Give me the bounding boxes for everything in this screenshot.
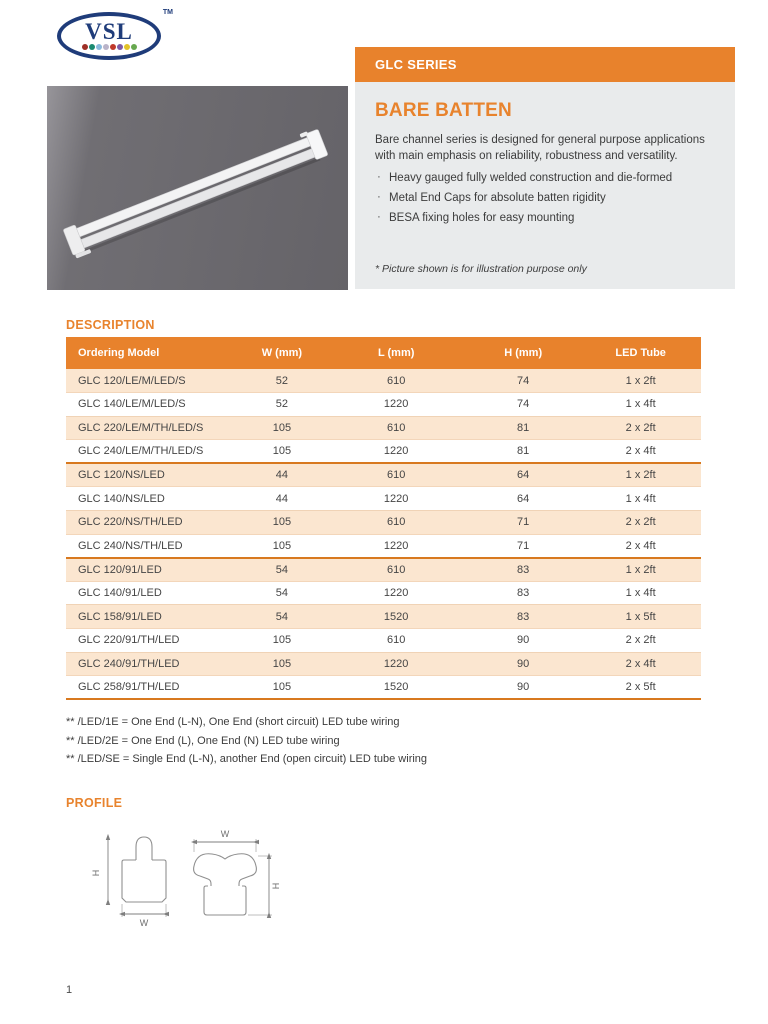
cell-l: 610 <box>326 463 466 487</box>
profile-dimensions-right <box>194 839 272 915</box>
cell-h: 83 <box>466 605 580 629</box>
cell-h: 64 <box>466 463 580 487</box>
cell-w: 52 <box>237 393 326 417</box>
cell-model: GLC 220/91/TH/LED <box>66 629 237 653</box>
cell-l: 1220 <box>326 581 466 605</box>
bullet-dot: · <box>377 211 381 223</box>
profile-dimensions-left <box>108 837 166 917</box>
vsl-logo <box>55 10 173 66</box>
cell-tube: 2 x 4ft <box>580 534 701 558</box>
table-row <box>66 534 701 558</box>
cell-w: 105 <box>237 440 326 464</box>
table-row <box>66 676 701 700</box>
feature-text: Heavy gauged fully welded construction and die-formed <box>389 172 673 184</box>
cell-tube: 2 x 4ft <box>580 652 701 676</box>
column-header-model: Ordering Model <box>66 337 237 369</box>
cell-w: 54 <box>237 605 326 629</box>
cell-tube: 1 x 4ft <box>580 393 701 417</box>
cell-model: GLC 120/91/LED <box>66 558 237 582</box>
cell-w: 105 <box>237 511 326 535</box>
product-description: Bare channel series is designed for general purpose applications with main emphasis on reliability, robustness and versatility. <box>375 134 705 163</box>
cell-h: 90 <box>466 652 580 676</box>
cell-l: 1520 <box>326 605 466 629</box>
cell-w: 52 <box>237 369 326 393</box>
cell-tube: 1 x 2ft <box>580 463 701 487</box>
feature-text: Metal End Caps for absolute batten rigidity <box>389 192 606 204</box>
logo-dot <box>82 44 88 50</box>
spec-table <box>66 337 701 700</box>
cell-h: 83 <box>466 558 580 582</box>
cell-tube: 1 x 2ft <box>580 369 701 393</box>
feature-text: BESA fixing holes for easy mounting <box>389 212 575 224</box>
wiring-footnotes <box>66 716 427 772</box>
cell-l: 610 <box>326 629 466 653</box>
cell-tube: 1 x 5ft <box>580 605 701 629</box>
table-row <box>66 416 701 440</box>
cell-w: 44 <box>237 487 326 511</box>
cell-model: GLC 220/NS/TH/LED <box>66 511 237 535</box>
logo-dot <box>103 44 109 50</box>
cell-l: 1520 <box>326 676 466 700</box>
cell-tube: 2 x 2ft <box>580 629 701 653</box>
cell-w: 44 <box>237 463 326 487</box>
table-row <box>66 393 701 417</box>
cell-l: 1220 <box>326 440 466 464</box>
cell-tube: 1 x 4ft <box>580 581 701 605</box>
page-number: 1 <box>66 984 73 996</box>
feature-item <box>375 212 672 224</box>
dim-label-h-right: H <box>271 882 281 890</box>
cell-w: 54 <box>237 581 326 605</box>
table-row <box>66 511 701 535</box>
logo-text: VSL <box>85 19 133 44</box>
table-row <box>66 652 701 676</box>
cell-tube: 2 x 2ft <box>580 416 701 440</box>
cell-l: 610 <box>326 511 466 535</box>
spec-table-header <box>66 337 701 369</box>
column-header-length: L (mm) <box>326 337 466 369</box>
cell-l: 610 <box>326 416 466 440</box>
cell-l: 1220 <box>326 534 466 558</box>
table-row <box>66 558 701 582</box>
cell-h: 90 <box>466 676 580 700</box>
profile-drawings <box>88 818 298 930</box>
product-photo <box>47 86 348 290</box>
feature-list <box>375 172 672 232</box>
cell-h: 71 <box>466 511 580 535</box>
cell-model: GLC 240/LE/M/TH/LED/S <box>66 440 237 464</box>
cell-w: 105 <box>237 676 326 700</box>
cell-h: 74 <box>466 369 580 393</box>
feature-item <box>375 172 672 184</box>
cell-model: GLC 120/NS/LED <box>66 463 237 487</box>
footnote-line: ** /LED/SE = Single End (L-N), another End (open circuit) LED tube wiring <box>66 753 428 765</box>
table-row <box>66 605 701 629</box>
logo-color-dots <box>61 44 157 50</box>
cell-h: 74 <box>466 393 580 417</box>
cell-h: 81 <box>466 416 580 440</box>
cell-h: 81 <box>466 440 580 464</box>
column-header-ledtube: LED Tube <box>580 337 701 369</box>
cell-h: 83 <box>466 581 580 605</box>
cell-model: GLC 258/91/TH/LED <box>66 676 237 700</box>
cell-tube: 1 x 2ft <box>580 558 701 582</box>
dim-label-w-right: W <box>220 829 230 839</box>
cell-h: 64 <box>466 487 580 511</box>
cell-w: 105 <box>237 416 326 440</box>
cell-model: GLC 158/91/LED <box>66 605 237 629</box>
cell-tube: 2 x 2ft <box>580 511 701 535</box>
cell-w: 105 <box>237 534 326 558</box>
cell-w: 105 <box>237 629 326 653</box>
cell-h: 71 <box>466 534 580 558</box>
cell-model: GLC 140/LE/M/LED/S <box>66 393 237 417</box>
cell-l: 610 <box>326 558 466 582</box>
description-heading: DESCRIPTION <box>66 318 155 332</box>
dim-label-w-left: W <box>139 918 149 928</box>
cell-w: 54 <box>237 558 326 582</box>
bullet-dot: · <box>377 191 381 203</box>
cell-l: 1220 <box>326 487 466 511</box>
cell-tube: 1 x 4ft <box>580 487 701 511</box>
logo-oval <box>57 12 161 60</box>
cell-model: GLC 140/NS/LED <box>66 487 237 511</box>
product-title: BARE BATTEN <box>375 100 512 121</box>
footnote-line: ** /LED/1E = One End (L-N), One End (short circuit) LED tube wiring <box>66 716 400 728</box>
logo-dot <box>117 44 123 50</box>
logo-dot <box>110 44 116 50</box>
profile-heading: PROFILE <box>66 796 123 810</box>
logo-dot <box>96 44 102 50</box>
product-info-panel <box>355 82 735 289</box>
cell-model: GLC 240/91/TH/LED <box>66 652 237 676</box>
table-row <box>66 463 701 487</box>
cell-tube: 2 x 5ft <box>580 676 701 700</box>
column-header-height: H (mm) <box>466 337 580 369</box>
cell-h: 90 <box>466 629 580 653</box>
table-row <box>66 629 701 653</box>
cell-l: 1220 <box>326 393 466 417</box>
series-header-bar: GLC SERIES <box>355 47 735 82</box>
column-header-width: W (mm) <box>237 337 326 369</box>
footnote-line: ** /LED/2E = One End (L), One End (N) LED tube wiring <box>66 734 340 747</box>
trademark-symbol: TM <box>162 9 173 16</box>
cell-model: GLC 220/LE/M/TH/LED/S <box>66 416 237 440</box>
illustration-note: * Picture shown is for illustration purpose only <box>375 263 587 275</box>
cell-tube: 2 x 4ft <box>580 440 701 464</box>
table-row <box>66 487 701 511</box>
cell-l: 1220 <box>326 652 466 676</box>
table-row <box>66 369 701 393</box>
profile-shape-right <box>194 854 257 915</box>
cell-model: GLC 120/LE/M/LED/S <box>66 369 237 393</box>
cell-l: 610 <box>326 369 466 393</box>
dim-label-h-left: H <box>91 869 101 877</box>
feature-item <box>375 192 672 204</box>
batten-fixture-image <box>47 86 348 290</box>
cell-w: 105 <box>237 652 326 676</box>
table-row <box>66 581 701 605</box>
logo-dot <box>89 44 95 50</box>
cell-model: GLC 140/91/LED <box>66 581 237 605</box>
profile-shape-left <box>122 837 166 902</box>
cell-model: GLC 240/NS/TH/LED <box>66 534 237 558</box>
logo-dot <box>124 44 130 50</box>
table-row <box>66 440 701 464</box>
logo-dot <box>131 44 137 50</box>
bullet-dot: · <box>377 171 381 183</box>
